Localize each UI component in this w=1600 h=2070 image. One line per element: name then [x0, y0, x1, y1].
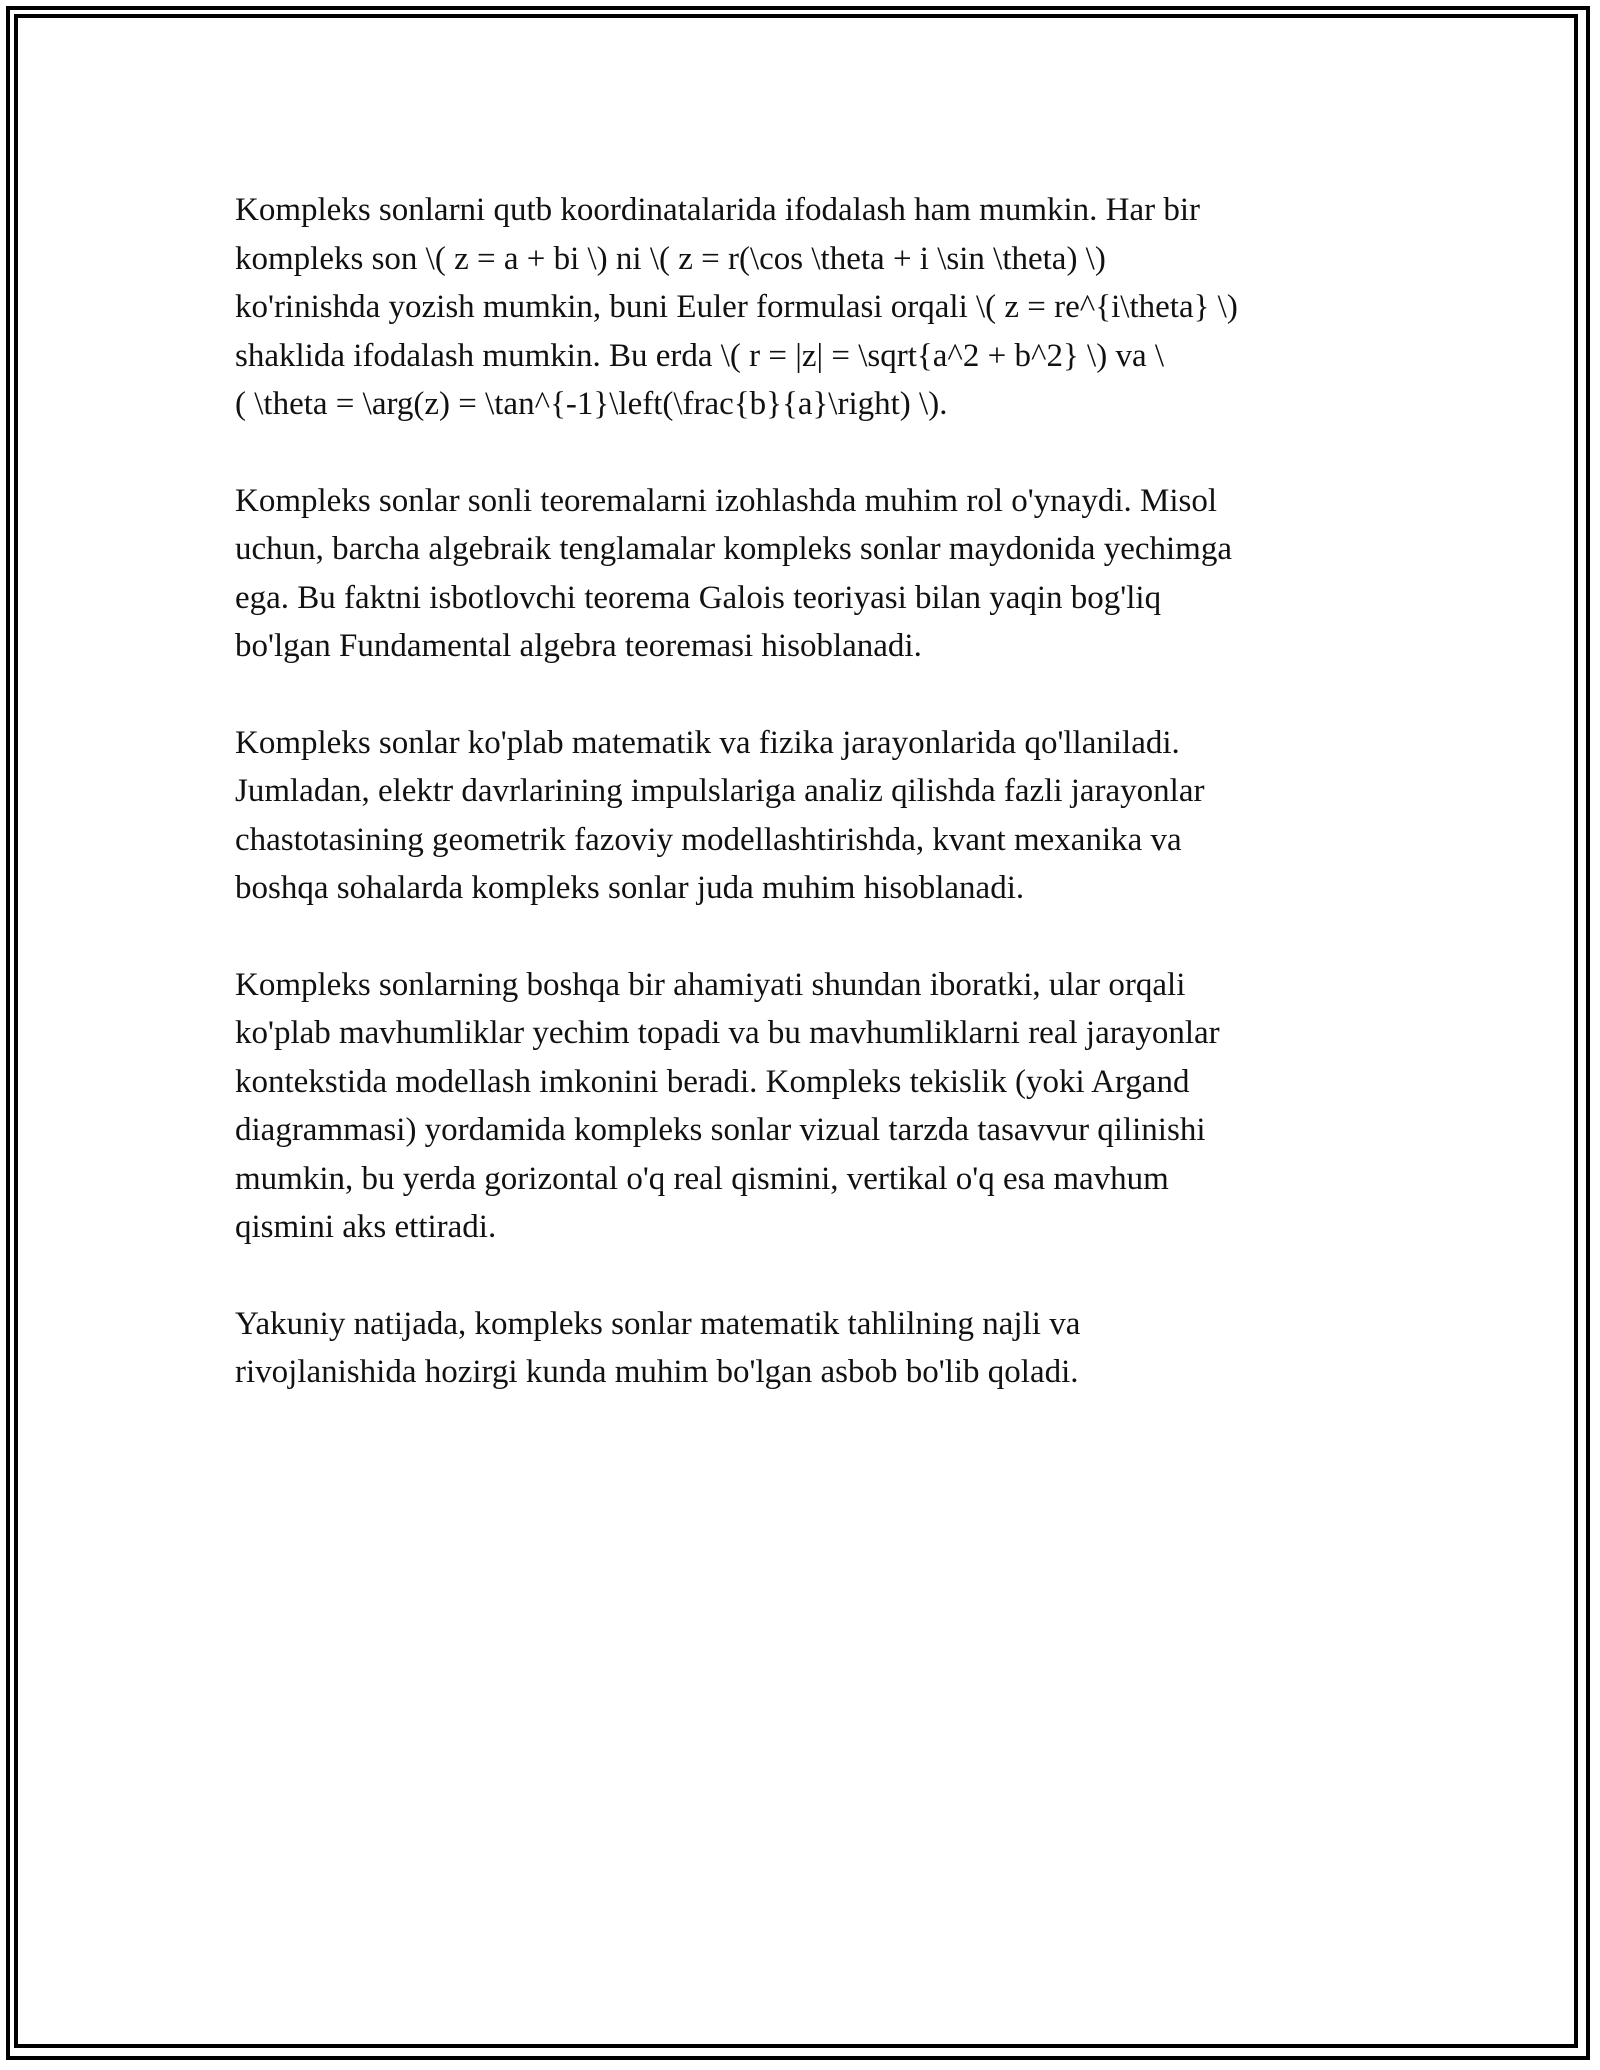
- paragraph-fundamental-theorem: Kompleks sonlar sonli teoremalarni izohlashda muhim rol o'ynaydi. Misol uchun, barcha algebraik tenglamalar kompleks sonlar maydonida yechimga ega. Bu faktni isbotlovchi teorema Galois teoriyasi bilan yaqin bog'liq bo'lgan Fundamental algebra teoremasi hisoblanadi.: [235, 482, 1232, 664]
- paragraph-polar-form: Kompleks sonlarni qutb koordinatalarida ifodalash ham mumkin. Har bir kompleks son \( z = a + bi \) ni \( z = r(\cos \theta + i \sin \theta) \) ko'rinishda yozish mumkin, buni Euler formulasi orqali \( z = re^{i\theta} \) shaklida ifodalash mumkin. Bu erda \( r = |z| = \sqrt{a^2 + b^2} \) va \ ( \theta = \arg(z) = \tan^{-1}\left(\frac{b}{a}\right) \).: [235, 192, 1238, 422]
- paragraph-argand-diagram: Kompleks sonlarning boshqa bir ahamiyati shundan iboratki, ular orqali ko'plab mavhumliklar yechim topadi va bu mavhumliklarni real jarayonlar kontekstida modellash imkonini beradi. Kompleks tekislik (yoki Argand diagrammasi) yordamida kompleks sonlar vizual tarzda tasavvur qilinishi mumkin, bu yerda gorizontal o'q real qismini, vertikal o'q esa mavhum qismini aks ettiradi.: [235, 966, 1220, 1245]
- paragraph-applications: Kompleks sonlar ko'plab matematik va fizika jarayonlarida qo'llaniladi. Jumladan, elektr davrlarining impulslariga analiz qilishda fazli jarayonlar chastotasining geometrik fazoviy modellashtirishda, kvant mexanika va boshqa sohalarda kompleks sonlar juda muhim hisoblanadi.: [235, 724, 1205, 906]
- paragraph-conclusion: Yakuniy natijada, kompleks sonlar matematik tahlilning najli va rivojlanishida hozirgi kunda muhim bo'lgan asbob bo'lib qoladi.: [235, 1305, 1081, 1390]
- document-body: [235, 186, 1365, 1445]
